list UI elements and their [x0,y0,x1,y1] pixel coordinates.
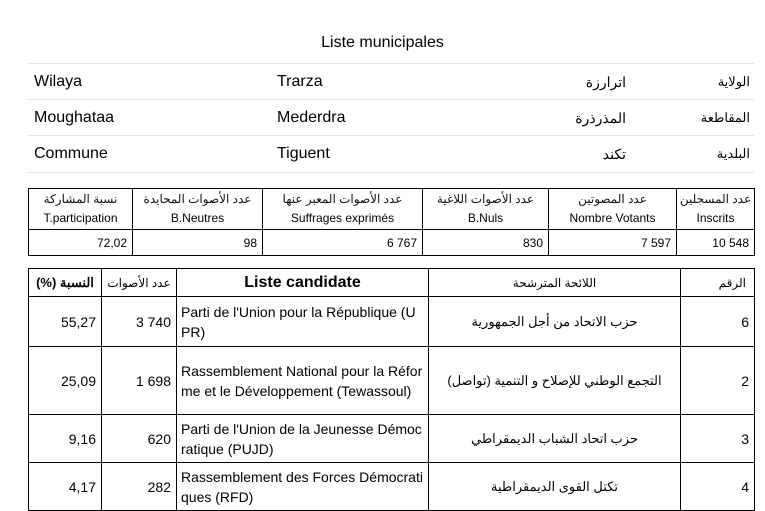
cell-votes: 1 698 [102,347,177,415]
cell-liste-fr: Rassemblement des Forces Démocratiques (RFD) [177,463,429,511]
stats-header-exprimes: عدد الأصوات المعبر عنها Suffrages exprimés [263,189,423,230]
info-row-moughataa [27,99,754,136]
info-label-ar: المقاطعة [700,110,750,125]
stats-value-participation: 72,02 [29,230,133,256]
stats-value-inscrits: 10 548 [677,230,755,256]
cell-liste-fr: Rassemblement National pour la Réforme et le Développement (Tewassoul) [177,347,429,415]
table-row [29,415,755,463]
info-label-fr: Commune [34,145,108,162]
header-liste-candidate: Liste candidate [177,269,429,297]
cell-liste-fr: Parti de l'Union de la Jeunesse Démocratique (PUJD) [177,415,429,463]
cell-votes: 282 [102,463,177,511]
cell-percentage: 4,17 [29,463,102,511]
info-label-ar: البلدية [716,146,750,161]
info-row-wilaya [27,63,754,100]
table-row [29,463,755,511]
stats-header-row [29,189,755,230]
cell-liste-ar: تكتل القوى الديمقراطية [429,463,681,511]
stats-header-participation: نسبة المشاركة T.participation [29,189,133,230]
cell-percentage: 55,27 [29,297,102,347]
cell-liste-ar: حزب الاتحاد من أجل الجمهورية [429,297,681,347]
cell-liste-ar: التجمع الوطني للإصلاح و التنمية (تواصل) [429,347,681,415]
stats-value-votants: 7 597 [549,230,677,256]
stats-value-exprimes: 6 767 [263,230,423,256]
page-title: Liste municipales [321,34,444,51]
info-value-fr: Trarza [277,73,323,90]
info-value-ar: تكند [602,146,626,162]
cell-votes: 620 [102,415,177,463]
stats-table [28,188,755,256]
cell-percentage: 9,16 [29,415,102,463]
cell-rank: 3 [681,415,755,463]
header-liste-ar: اللائحة المترشحة [429,269,681,297]
stats-header-votants: عدد المصوتين Nombre Votants [549,189,677,230]
stats-header-inscrits: عدد المسجلين Inscrits [677,189,755,230]
info-row-commune [27,135,754,173]
candidates-table [28,268,755,511]
cell-liste-ar: حزب اتحاد الشباب الديمقراطي [429,415,681,463]
info-value-fr: Mederdra [277,109,346,126]
stats-header-nuls: عدد الأصوات اللاغية B.Nuls [423,189,549,230]
info-value-fr: Tiguent [277,145,330,162]
candidates-header-row [29,269,755,297]
cell-rank: 2 [681,347,755,415]
info-value-ar: اترارزة [585,74,626,90]
table-row [29,297,755,347]
info-value-ar: المذرذرة [575,110,626,126]
header-rank: الرقم [681,269,755,297]
info-label-fr: Wilaya [34,73,83,90]
stats-header-neutres: عدد الأصوات المحايدة B.Neutres [133,189,263,230]
table-row [29,347,755,415]
info-label-fr: Moughataa [34,109,115,126]
stats-value-row [29,230,755,256]
header-votes: عدد الأصوات [102,269,177,297]
cell-liste-fr: Parti de l'Union pour la République (UPR) [177,297,429,347]
stats-value-nuls: 830 [423,230,549,256]
cell-votes: 3 740 [102,297,177,347]
cell-rank: 4 [681,463,755,511]
stats-value-neutres: 98 [133,230,263,256]
cell-rank: 6 [681,297,755,347]
cell-percentage: 25,09 [29,347,102,415]
header-percentage: (%) النسبة [29,269,102,297]
info-label-ar: الولاية [717,74,750,89]
